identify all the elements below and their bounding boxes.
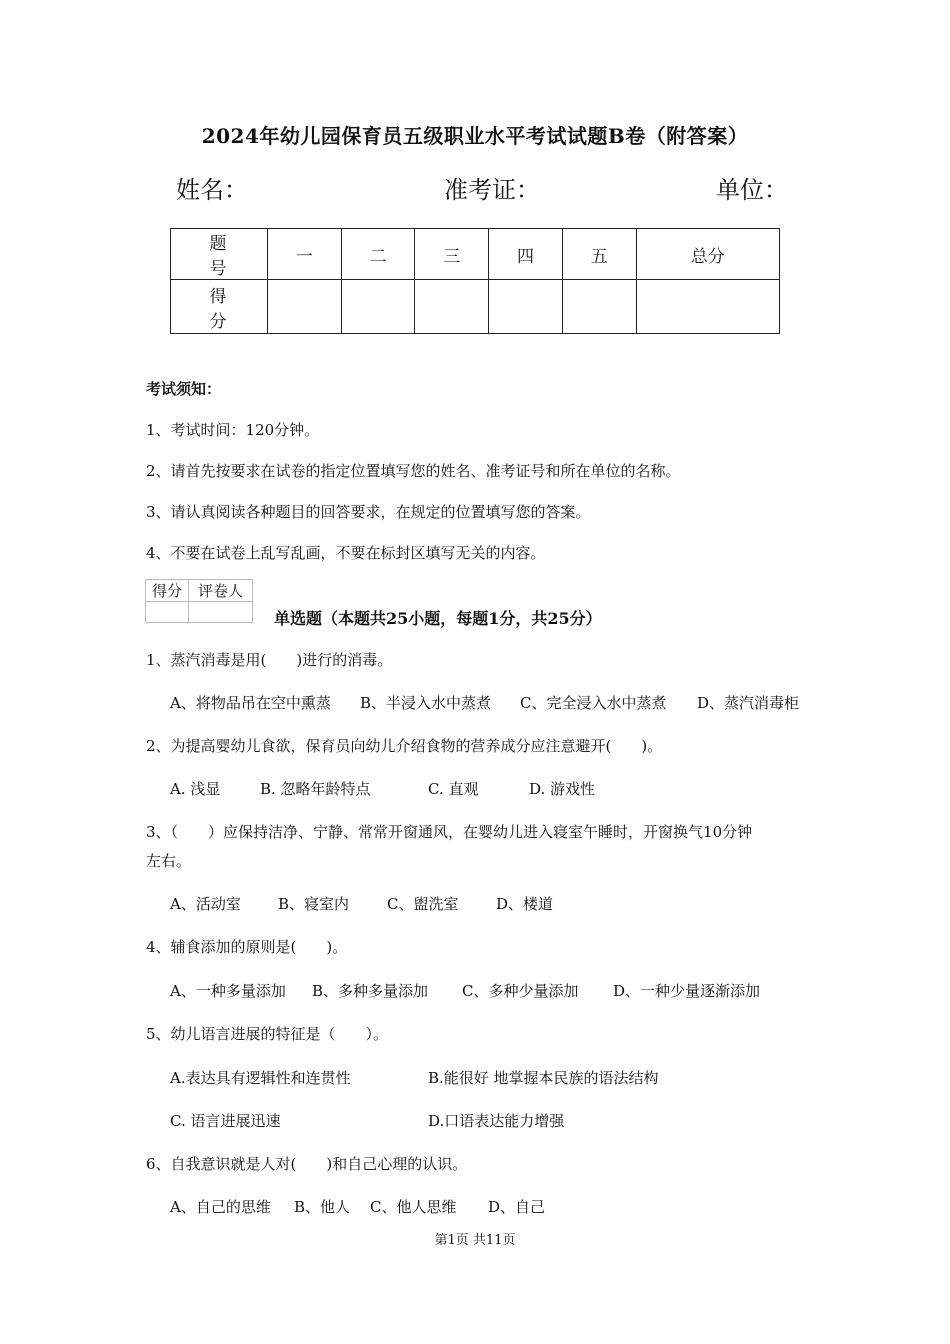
score-cell xyxy=(562,280,636,334)
notice-heading: 考试须知： xyxy=(146,380,222,398)
question-option: B. 忽略年龄特点 xyxy=(260,780,371,798)
score-table-col-4: 四 xyxy=(489,229,563,280)
score-table-col-total: 总分 xyxy=(636,229,779,280)
question-option: C. 直观 xyxy=(428,780,479,798)
question-stem: 3、（ ）应保持洁净、宁静、常常开窗通风，在婴幼儿进入寝室午睡时，开窗换气10分钟 xyxy=(146,823,753,841)
question-option: D、一种少量逐渐添加 xyxy=(613,982,761,1000)
notice-item: 2、请首先按要求在试卷的指定位置填写您的姓名、准考证号和所在单位的名称。 xyxy=(146,462,681,480)
question-option: D、自己 xyxy=(488,1198,546,1216)
question-stem: 5、幼儿语言进展的特征是（ ）。 xyxy=(146,1025,389,1043)
question-stem: 6、自我意识就是人对( )和自己心理的认识。 xyxy=(146,1155,468,1173)
notice-item: 4、不要在试卷上乱写乱画，不要在标封区填写无关的内容。 xyxy=(146,544,546,562)
grader-name-label: 评卷人 xyxy=(189,580,253,602)
question-option: B、多种多量添加 xyxy=(312,982,429,1000)
notice-item: 3、请认真阅读各种题目的回答要求，在规定的位置填写您的答案。 xyxy=(146,503,591,521)
score-cell xyxy=(268,280,342,334)
question-option: D. 游戏性 xyxy=(529,780,596,798)
score-table-header-row xyxy=(171,229,780,280)
notice-item: 1、考试时间：120分钟。 xyxy=(146,421,320,439)
candidate-fields xyxy=(176,170,788,204)
question-option: A、活动室 xyxy=(170,895,241,913)
question-stem: 1、蒸汽消毒是用( )进行的消毒。 xyxy=(146,651,393,669)
score-cell xyxy=(489,280,563,334)
question-option: B.能很好 地掌握本民族的语法结构 xyxy=(428,1069,659,1087)
unit-field-label: 单位： xyxy=(716,176,788,204)
question-option: A. 浅显 xyxy=(170,780,221,798)
score-table-col-2: 二 xyxy=(341,229,415,280)
score-table xyxy=(170,228,780,334)
name-field-label: 姓名： xyxy=(176,176,248,204)
exam-id-field-label: 准考证： xyxy=(444,176,540,204)
exam-title: 2024年幼儿园保育员五级职业水平考试试题B卷（附答案） xyxy=(201,124,749,148)
score-table-header-label: 题 号 xyxy=(171,229,268,280)
question-option: D.口语表达能力增强 xyxy=(428,1112,565,1130)
question-option: A、一种多量添加 xyxy=(170,982,286,1000)
question-stem: 4、辅食添加的原则是( )。 xyxy=(146,938,348,956)
question-option: A.表达具有逻辑性和连贯性 xyxy=(170,1069,351,1087)
question-option: B、寝室内 xyxy=(278,895,350,913)
score-cell xyxy=(341,280,415,334)
score-table-col-5: 五 xyxy=(562,229,636,280)
score-table-score-row xyxy=(171,280,780,334)
page-footer: 第1页 共11页 xyxy=(434,1233,516,1248)
question-stem-continued: 左右。 xyxy=(146,852,192,870)
grader-score-cell xyxy=(146,602,189,623)
question-option: A、自己的思维 xyxy=(170,1198,271,1216)
question-option: C、多种少量添加 xyxy=(462,982,579,1000)
score-table-col-1: 一 xyxy=(268,229,342,280)
section-title: 单选题（本题共25小题，每题1分，共25分） xyxy=(274,609,602,628)
score-table-row-label: 得 分 xyxy=(171,280,268,334)
question-option: D、蒸汽消毒柜 xyxy=(697,694,800,712)
question-option: C、完全浸入水中蒸煮 xyxy=(520,694,667,712)
grader-box xyxy=(145,579,253,623)
grader-name-cell xyxy=(189,602,253,623)
question-option: B、他人 xyxy=(294,1198,351,1216)
score-cell xyxy=(636,280,779,334)
question-stem: 2、为提高婴幼儿食欲，保育员向幼儿介绍食物的营养成分应注意避开( )。 xyxy=(146,737,663,755)
grader-score-label: 得分 xyxy=(146,580,189,602)
question-option: C、他人思维 xyxy=(370,1198,457,1216)
score-cell xyxy=(415,280,489,334)
question-option: C. 语言进展迅速 xyxy=(170,1112,281,1130)
question-option: D、楼道 xyxy=(496,895,554,913)
score-table-col-3: 三 xyxy=(415,229,489,280)
question-option: A、将物品吊在空中熏蒸 xyxy=(170,694,331,712)
question-option: C、盥洗室 xyxy=(387,895,459,913)
question-option: B、半浸入水中蒸煮 xyxy=(360,694,492,712)
